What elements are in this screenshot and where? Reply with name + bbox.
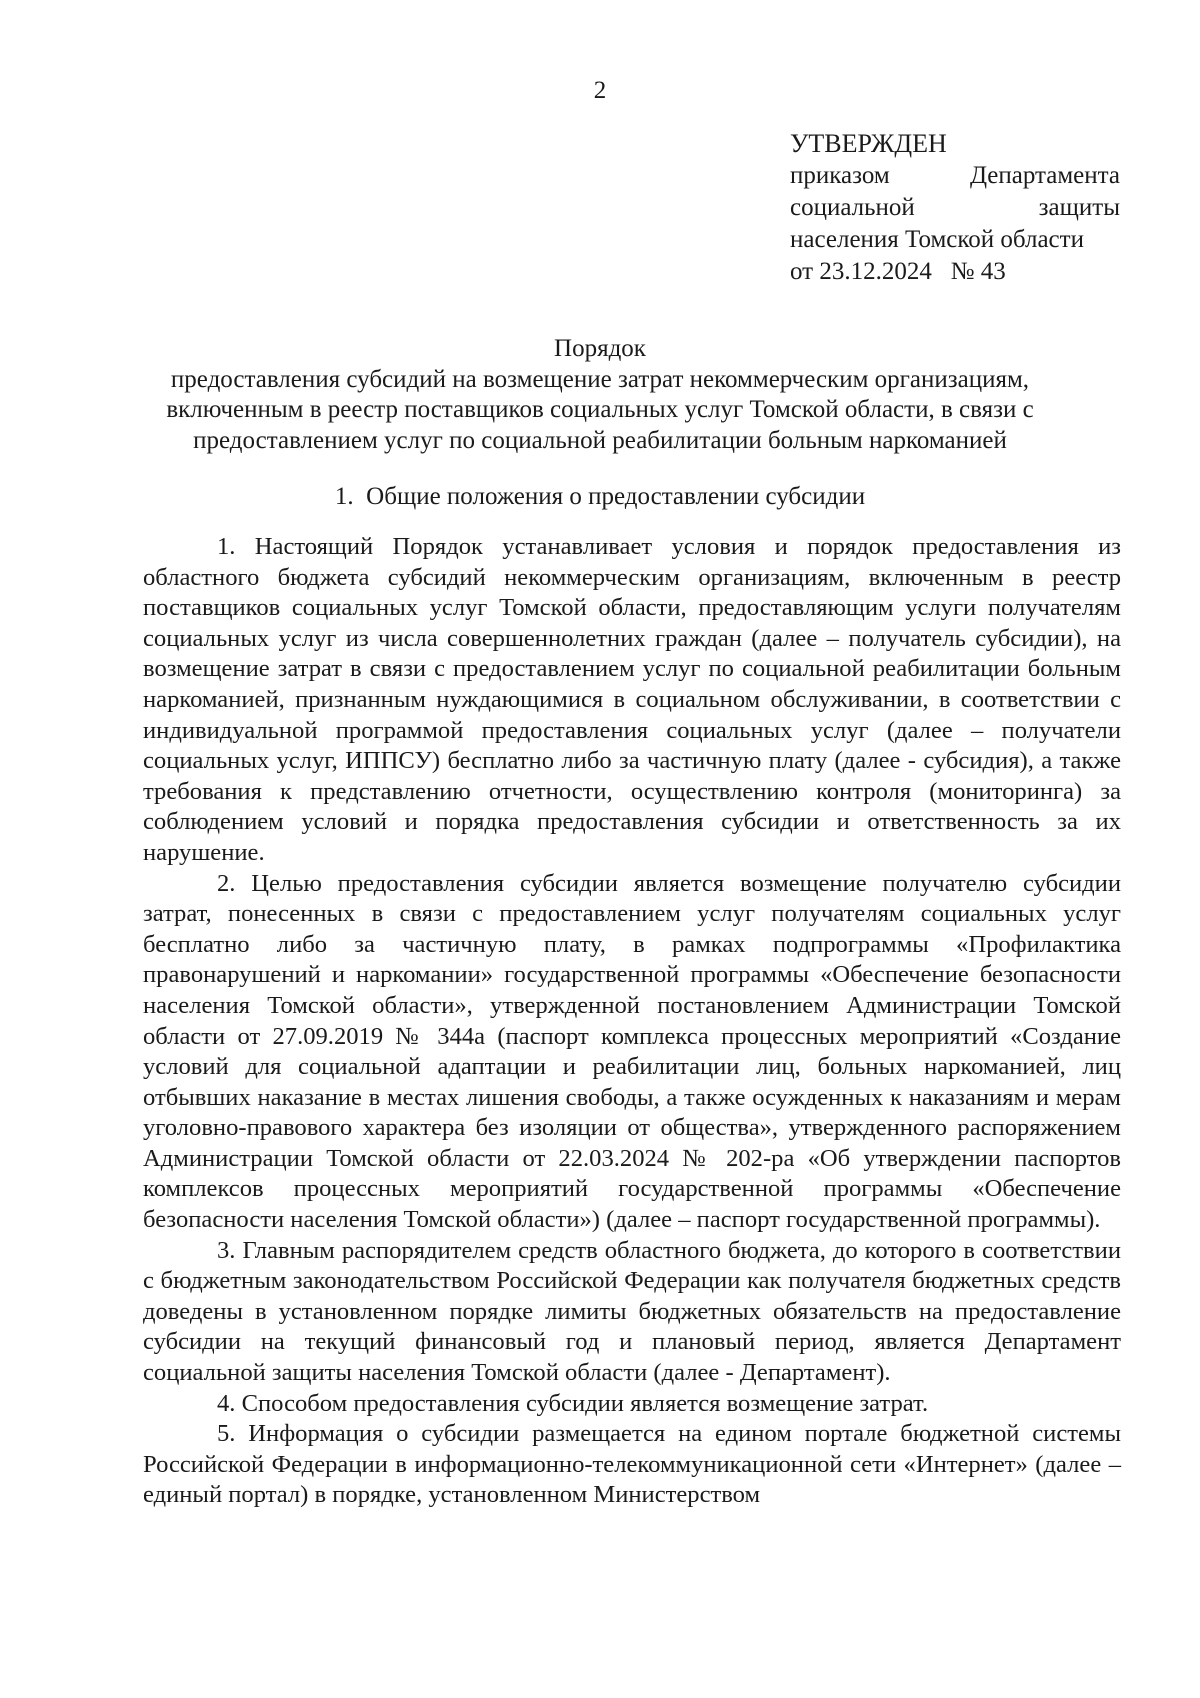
paragraph-1: 1. Настоящий Порядок устанавливает условия и порядок предоставления из областного бюджета субсидий некоммерческим организациям, включенным в реестр поставщиков социальных услуг Томской области, предоставляющим услуги получателям социальных услуг из числа совершеннолетних граждан (далее – получатель субсидии), на возмещение затрат в связи с предоставлением услуг по социальной реабилитации больным наркоманией, признанным нуждающимися в социальном обслуживании, в соответствии с индивидуальной программой предоставления социальных услуг (далее – получатели социальных услуг, ИППСУ) бесплатно либо за частичную плату (далее - субсидия), а также требования к представлению отчетности, осуществлению контроля (мониторинга) за соблюдением условий и порядка предоставления субсидии и ответственность за их нарушение. (143, 533, 1121, 866)
body-text (143, 532, 1121, 1511)
page-number: 2 (593, 77, 607, 104)
approval-line-2 (790, 192, 1120, 224)
heading-line-2: включенным в реестр поставщиков социальных услуг Томской области, в связи с (166, 396, 1034, 423)
paragraph-2: 2. Целью предоставления субсидии является возмещение получателю субсидии затрат, понесенных в связи с предоставлением услуг получателям социальных услуг бесплатно либо за частичную плату, в рамках подпрограммы «Профилактика правонарушений и наркомании» государственной программы «Обеспечение безопасности населения Томской области», утвержденной постановлением Администрации Томской области от 27.09.2019 № 344а (паспорт комплекса процессных мероприятий «Создание условий для социальной адаптации и реабилитации лиц, больных наркоманией, лиц отбывших наказание в местах лишения свободы, а также осужденных к наказаниям и мерам уголовно-правового характера без изоляции от общества», утвержденного распоряжением Администрации Томской области от 22.03.2024 № 202-ра «Об утверждении паспортов комплексов процессных мероприятий государственной программы «Обеспечение безопасности населения Томской области») (далее – паспорт государственной программы). (143, 869, 1121, 1234)
approval-line-1-right: Департамента (969, 162, 1120, 189)
approval-line-2-left: социальной (790, 194, 915, 221)
heading-line-1: предоставления субсидий на возмещение затрат некоммерческим организациям, (170, 365, 1030, 393)
approval-line-3: населения Томской области (790, 226, 1084, 253)
approval-line-2-right: защиты (1038, 194, 1120, 221)
approval-line-4: от 23.12.2024 № 43 (790, 258, 1006, 285)
approval-line-1 (790, 160, 1120, 192)
heading-title: Порядок (554, 335, 646, 362)
approval-line-1-left: приказом (790, 162, 890, 189)
approval-title: УТВЕРЖДЕН (790, 129, 947, 158)
document-heading (0, 334, 1200, 456)
approval-block (790, 128, 1120, 288)
paragraph-4: 4. Способом предоставления субсидии является возмещение затрат. (217, 1389, 929, 1417)
section-title: 1. Общие положения о предоставлении субсидии (334, 483, 866, 510)
paragraph-5: 5. Информация о субсидии размещается на едином портале бюджетной системы Российской Федерации в информационно-телекоммуникационной сети «Интернет» (далее – единый портал) в порядке, установленном Министерством (143, 1420, 1121, 1509)
paragraph-3: 3. Главным распорядителем средств областного бюджета, до которого в соответствии с бюджетным законодательством Российской Федерации как получателя бюджетных средств доведены в установленном порядке лимиты бюджетных обязательств на предоставление субсидии на текущий финансовый год и плановый период, является Департамент социальной защиты населения Томской области (далее - Департамент). (143, 1236, 1121, 1387)
heading-line-3: предоставлением услуг по социальной реабилитации больным наркоманией (193, 426, 1007, 454)
